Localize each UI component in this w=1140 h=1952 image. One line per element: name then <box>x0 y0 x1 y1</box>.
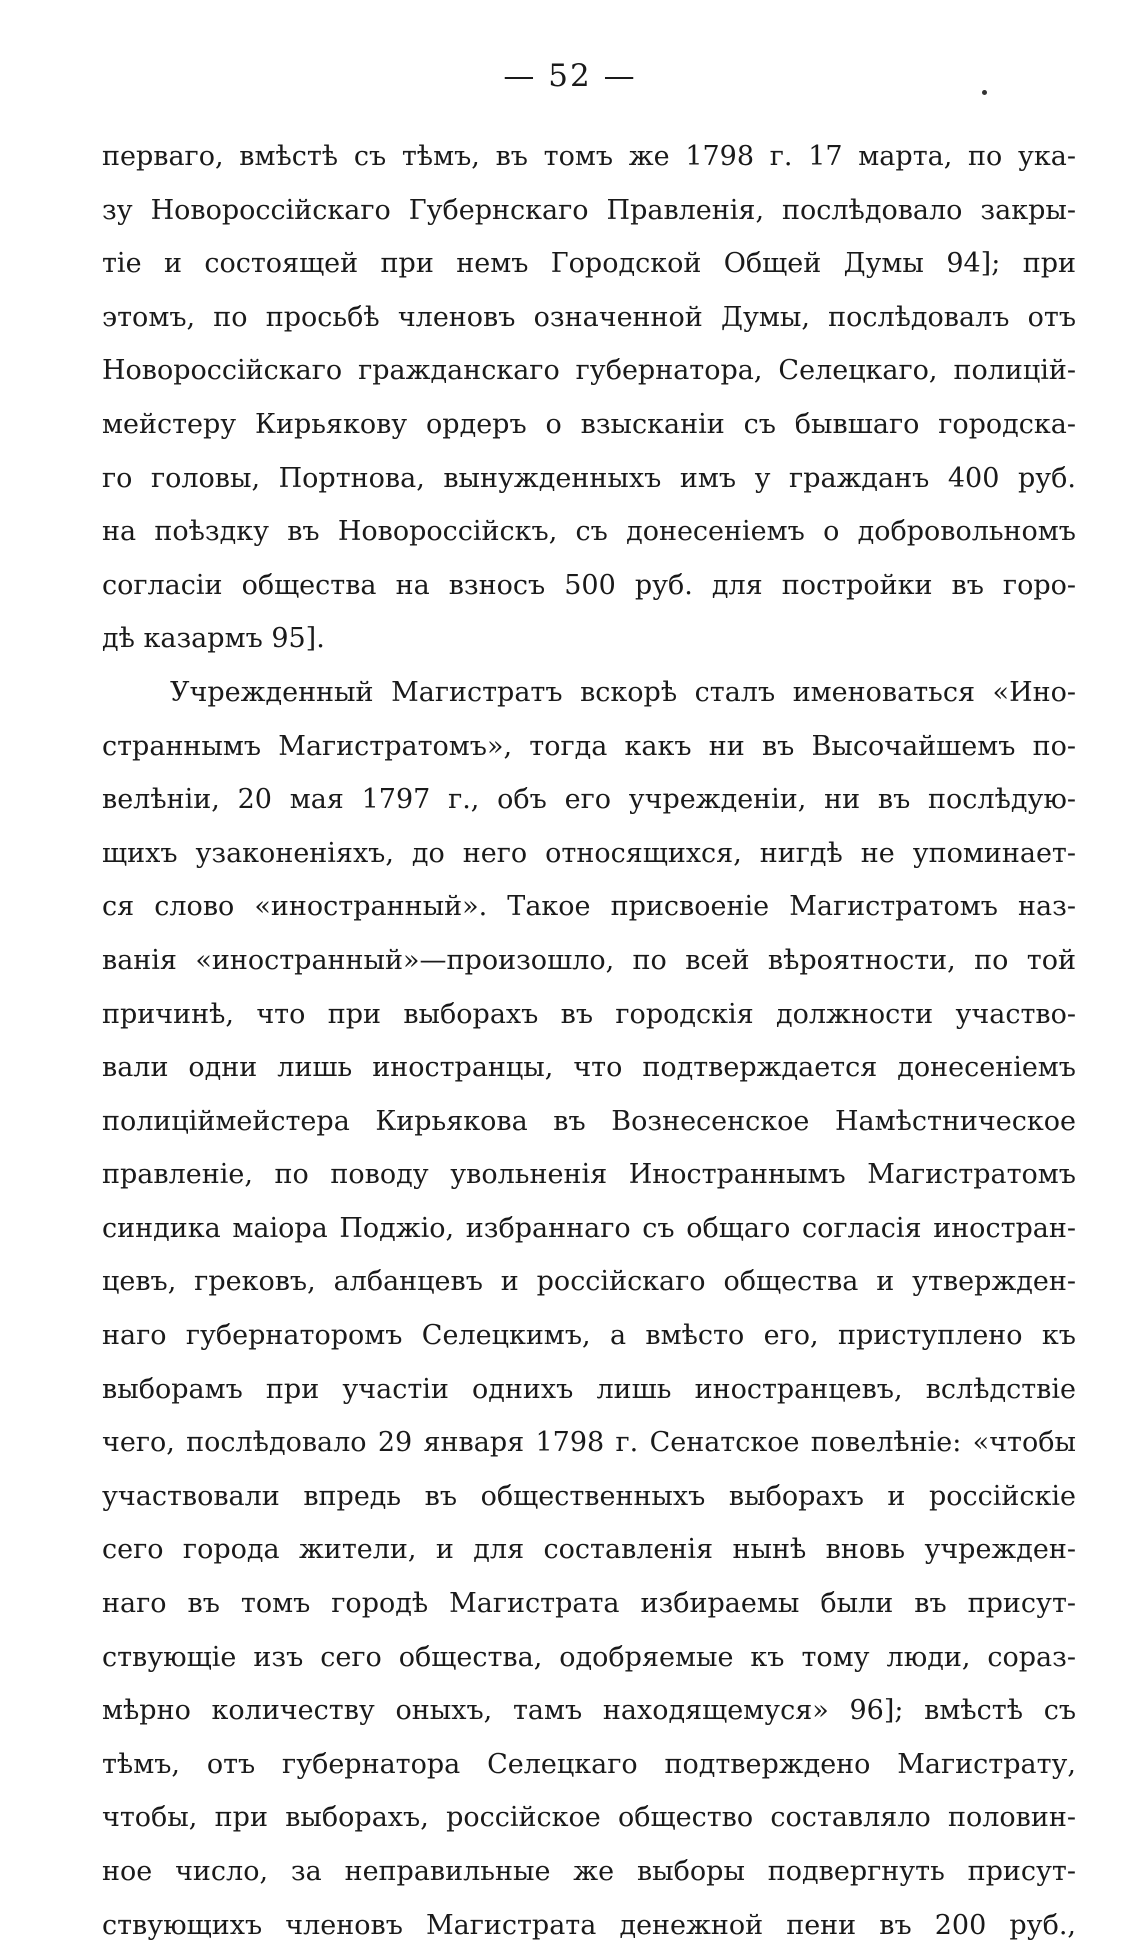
text-line: наго въ томъ городѣ Магистрата избираемы были въ присут- <box>102 1588 1076 1620</box>
text-line: тѣмъ, отъ губернатора Селецкаго подтверждено Магистрату, <box>102 1748 1076 1780</box>
text-line: синдика маіора Поджіо, избраннаго съ общаго согласія иностран- <box>102 1212 1076 1244</box>
text-line: цевъ, грековъ, албанцевъ и россійскаго общества и утвержден- <box>102 1266 1076 1298</box>
text-line: полицiймейстера Кирьякова въ Вознесенское Намѣстническое <box>102 1105 1076 1137</box>
text-line: согласіи общества на взносъ 500 руб. для постройки въ горо- <box>102 569 1076 601</box>
text-line: сего города жители, и для составленія нынѣ вновь учрежден- <box>102 1534 1076 1566</box>
text-line: выборамъ при участіи однихъ лишь иностранцевъ, вслѣдствіе <box>102 1373 1076 1405</box>
text-line: тіе и состоящей при немъ Городской Общей Думы 94]; при <box>102 248 1076 280</box>
text-line: этомъ, по просьбѣ членовъ означенной Думы, послѣдовалъ отъ <box>102 301 1076 333</box>
text-line: страннымъ Магистратомъ», тогда какъ ни въ Высочайшемъ по- <box>102 730 1076 762</box>
text-line: ное число, за неправильные же выборы подвергнуть присут- <box>102 1856 1076 1887</box>
text-line: зу Новороссійскаго Губернскаго Правленія, послѣдовало закры- <box>102 194 1076 226</box>
text-line: Новороссійскаго гражданскаго губернатора, Селецкаго, полицій- <box>102 355 1076 387</box>
text-line: велѣніи, 20 мая 1797 г., объ его учрежденіи, ни въ послѣдую- <box>102 784 1076 816</box>
text-line: ванія «иностранный»—произошло, по всей вѣроятности, по той <box>102 944 1076 976</box>
text-line: ствующихъ членовъ Магистрата денежной пени въ 200 руб., <box>102 1909 1076 1941</box>
text-line: го головы, Портнова, вынужденныхъ имъ у гражданъ 400 руб. <box>102 462 1076 494</box>
text-line: наго губернаторомъ Селецкимъ, а вмѣсто его, приступлено къ <box>102 1320 1076 1352</box>
text-line: мейстеру Кирьякову ордеръ о взысканіи съ бывшаго городска- <box>102 408 1076 440</box>
text-line: на поѣздку въ Новороссійскъ, съ донесеніемъ о добровольномъ <box>102 516 1076 548</box>
text-line: чего, послѣдовало 29 января 1798 г. Сенатское повелѣніе: «чтобы <box>102 1427 1076 1459</box>
ink-dot <box>982 90 987 95</box>
paragraph-2 <box>102 666 1076 1952</box>
text-line: правленіе, по поводу увольненія Иностраннымъ Магистратомъ <box>102 1159 1076 1191</box>
text-line: щихъ узаконеніяхъ, до него относящихся, нигдѣ не упоминает- <box>102 837 1076 869</box>
text-line: мѣрно количеству оныхъ, тамъ находящемуся» 96]; вмѣстѣ съ <box>102 1695 1076 1727</box>
text-line: чтобы, при выборахъ, россійское общество составляло половин- <box>102 1802 1076 1834</box>
text-line: вали одни лишь иностранцы, что подтверждается донесеніемъ <box>102 1052 1076 1084</box>
paragraph-1 <box>102 130 1076 666</box>
text-line: дѣ казармъ 95]. <box>102 623 325 655</box>
page-number: — 52 — <box>503 58 637 94</box>
text-line: причинѣ, что при выборахъ въ городскія должности участво- <box>102 998 1076 1030</box>
body-text <box>102 130 1076 1952</box>
text-line: Учрежденный Магистратъ вскорѣ сталъ именоваться «Ино- <box>170 676 1076 708</box>
text-line: участвовали впредь въ общественныхъ выборахъ и россійскіе <box>102 1480 1076 1512</box>
text-line: перваго, вмѣстѣ съ тѣмъ, въ томъ же 1798 г. 17 марта, по ука- <box>102 141 1076 172</box>
text-line: ствующіе изъ сего общества, одобряемые къ тому люди, сораз- <box>102 1641 1076 1673</box>
text-line: ся слово «иностранный». Такое присвоеніе Магистратомъ наз- <box>102 891 1076 923</box>
